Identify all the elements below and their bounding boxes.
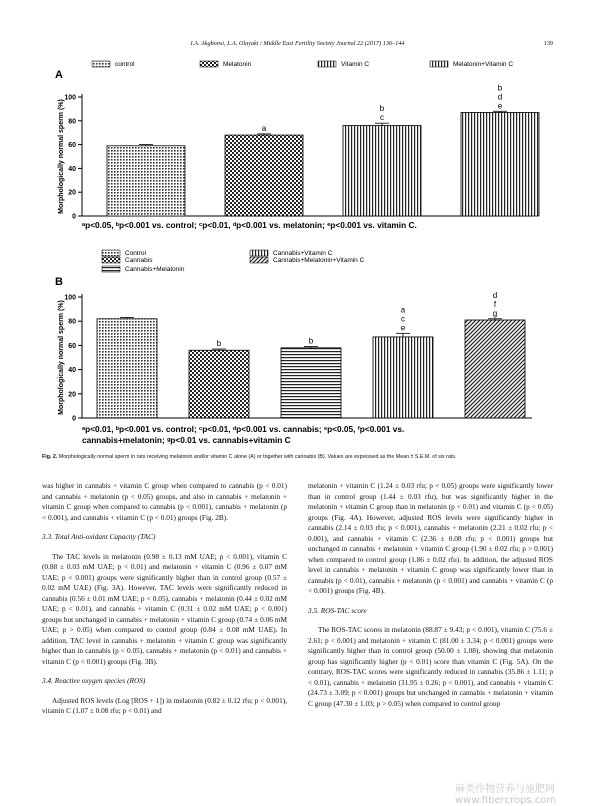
y-tick-label: 60	[68, 142, 76, 150]
significance-letter: b	[497, 83, 503, 93]
panel-label: A	[55, 69, 63, 81]
chart-a-note: ᵃp<0.05, ᵇp<0.001 vs. control; ᶜp<0.01, ᵈp<0.001 vs. melatonin; ᵉp<0.001 vs. vitamin C.	[82, 220, 417, 230]
bar	[97, 319, 157, 418]
legend-label: Melatonin+Vitamin C	[453, 61, 514, 68]
section-heading-tac: 3.3. Total Anti-oxidant Capacity (TAC)	[42, 532, 156, 541]
significance-letter: f	[493, 299, 497, 309]
y-tick-label: 20	[68, 391, 76, 399]
legend-label: Cannabis	[125, 257, 153, 264]
chart-b-note-line-1: ᵃp<0.01, ᵇp<0.001 vs. control; ᶜp<0.01, ᵈp<0.001 vs. cannabis; ᵉp<0.05, ᶠp<0.001 vs.	[82, 424, 405, 434]
y-axis-label: Morphologically normal sperm (%)	[58, 300, 65, 415]
significance-letter: e	[497, 101, 503, 111]
legend-label: Cannabis+Melatonin+Vitamin C	[273, 257, 365, 264]
legend-label: Cannabis+Melatonin	[125, 266, 185, 273]
page-number: 139	[543, 40, 553, 47]
chart-panel-b	[55, 250, 532, 445]
y-tick-label: 0	[72, 213, 76, 221]
legend-swatch	[250, 250, 268, 256]
bar	[107, 146, 185, 216]
panel-label: B	[55, 276, 63, 288]
significance-letter: a	[400, 305, 406, 315]
significance-letter: a	[261, 123, 267, 133]
section-heading-ros: 3.4. Reactive oxygen species (ROS)	[42, 676, 146, 685]
caption-label: Fig. 2.	[42, 454, 58, 460]
legend-swatch	[102, 250, 120, 256]
significance-letter: d	[492, 290, 498, 300]
section-heading-ros-tac: 3.5. ROS-TAC score	[308, 605, 367, 615]
y-tick-label: 60	[68, 342, 76, 350]
y-tick-label: 20	[68, 189, 76, 197]
left-paragraph-2: Adjusted ROS levels (Log [ROS + 1]) in melatonin (0.82 ± 0.12 rfu; p < 0.001), vitamin C (1.07 ± 0.08 rfu; p < 0.01) and	[42, 695, 287, 715]
legend-label: control	[115, 61, 135, 68]
legend-swatch	[102, 266, 120, 272]
bar	[225, 135, 303, 216]
legend-label: Cannabis+Vitamin C	[273, 250, 333, 257]
significance-letter: c	[401, 314, 405, 324]
figure-caption	[42, 454, 553, 461]
left-paragraph-1: The TAC levels in melatonin (0.98 ± 0.13 mM UAE; p < 0.001), vitamin C (0.88 ± 0.03 mM UAE; p < 0.01) and melatonin + vitamin C (0.96 ± 0.07 mM UAE; p < 0.001) groups were significantly higher than in control group (0.57 ± 0.02 mM UAE) (Fig. 3A). However, TAC levels were significantly reduced in cannabis (0.56 ± 0.01 mM UAE; p < 0.05), cannabis + melatonin (0.44 ± 0.02 mM UAE; p < 0.01), and cannabis + vitamin C (0.31 ± 0.02 mM UAE; p < 0.001) groups but unchanged in cannabis + melatonin + vitamin C group (0.74 ± 0.06 mM UAE; p > 0.05) when compared to control group (0.84 ± 0.08 mM UAE). In addition, TAC level in cannabis + melatonin + vitamin C group was significantly higher than in cannabis (p < 0.05), cannabis + melatonin (p < 0.01) and cannabis + vitamin C (p < 0.001) groups (Fig. 3B).	[42, 551, 287, 666]
left-column	[42, 481, 287, 717]
legend-swatch	[102, 257, 120, 263]
legend-swatch	[430, 61, 448, 67]
y-tick-label: 40	[68, 165, 76, 173]
y-tick-label: 0	[72, 415, 76, 423]
legend-swatch	[92, 61, 110, 67]
y-tick-label: 100	[64, 294, 76, 302]
bar	[189, 350, 249, 418]
chart-panel-a	[55, 61, 539, 230]
legend-label: Melatonin	[223, 61, 252, 68]
significance-letter: g	[492, 308, 498, 318]
legend-label: Control	[125, 250, 146, 257]
legend-swatch	[318, 61, 336, 67]
y-axis-label: Morphologically normal sperm (%)	[58, 99, 65, 214]
legend-swatch	[250, 257, 268, 263]
legend-swatch	[200, 61, 218, 67]
significance-letter: e	[400, 323, 406, 333]
y-tick-label: 80	[68, 318, 76, 326]
significance-letter: b	[308, 336, 314, 346]
chart-b-note-line-2: cannabis+melatonin; ᵍp<0.01 vs. cannabis+vitamin C	[82, 435, 291, 445]
significance-letter: c	[380, 113, 384, 123]
caption-text: Morphologically normal sperm in rats receiving melatonin and/or vitamin C alone (A) or together with cannabis (B). Values are expressed as the Mean ± S.E.M. of six rats.	[58, 454, 457, 460]
significance-letter: b	[216, 339, 222, 349]
y-tick-label: 80	[68, 118, 76, 126]
left-paragraph-0: was higher in cannabis + vitamin C group when compared to cannabis (p < 0.01) and cannabis + melatonin (p < 0.05) groups, and also in cannabis + melatonin + vitamin C group when compared to cannabis (p < 0.001), cannabis + melatonin (p < 0.001), and cannabis + vitamin C (p < 0.01) groups (Fig. 2B).	[42, 481, 287, 522]
watermark: 麻类作物营养与施肥网 www.fibercrops.com	[455, 784, 557, 806]
right-paragraph-1: The ROS-TAC scores in melatonin (88.87 ± 9.43; p < 0.001), vitamin C (75.6 ± 2.61; p < 0.001) and melatonin + vitamin C (81.00 ± 3.34; p < 0.001) groups were significantly higher than in control group (50.00 ± 1.08), showing that melatonin group has significantly higher (p < 0.01) score than vitamin C (Fig. 5A). On the contrary, ROS-TAC scores were significantly reduced in cannabis (35.86 ± 1.11; p < 0.01), cannabis + melatonin (31.95 ± 0.26; p < 0.001), and cannabis + vitamin C (24.73 ± 3.09; p < 0.001) groups but unchanged in cannabis + melatonin + vitamin C group (47.30 ± 1.03; p > 0.05) when compared to control group	[308, 625, 553, 708]
bar	[281, 348, 341, 418]
significance-letter: d	[497, 92, 503, 102]
bar	[373, 337, 433, 418]
right-paragraph-0: melatonin + vitamin C (1.24 ± 0.03 rfu; p < 0.05) groups were significantly lower than in control group (1.44 ± 0.03 rfu), but was significantly higher in the melatonin + vitamin C group than in melatonin (p < 0.01) and vitamin C (p < 0.05) groups (Fig. 4A). However, adjusted ROS levels were significantly higher in cannabis (2.14 ± 0.03 rfu; p < 0.001), cannabis + melatonin (2.21 ± 0.02 rfu; p < 0.001), and cannabis + vitamin C (2.36 ± 0.08 rfu; p < 0.001) groups but unchanged in cannabis + melatonin + vitamin C group (1.90 ± 0.02 rfu; p > 0.001) when compared to control group (1.86 ± 0.02 rfu). In addition, the adjusted ROS level in cannabis + melatonin + vitamin C group was significantly lower than in cannabis (p < 0.01), cannabis + melatonin (p < 0.001) and cannabis + vitamin C (p < 0.001) groups (Fig. 4B).	[308, 481, 553, 595]
bar	[343, 126, 421, 216]
significance-letter: b	[379, 104, 385, 114]
y-tick-label: 40	[68, 367, 76, 375]
legend-label: Vitamin C	[341, 61, 370, 68]
bar	[461, 112, 539, 216]
right-column	[308, 481, 553, 709]
bar	[465, 320, 525, 418]
running-title: I.A. Akgbonsi, L.A. Olayaki / Middle East Fertility Society Journal 22 (2017) 136–144	[190, 40, 405, 47]
y-tick-label: 100	[64, 94, 76, 102]
